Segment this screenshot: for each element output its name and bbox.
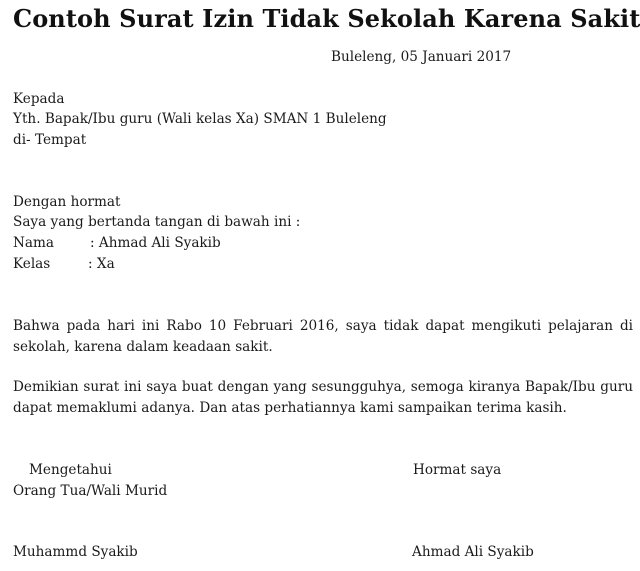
recipient-kepada: Kepada <box>13 91 65 107</box>
signature-left-heading: Mengetahui <box>29 462 112 478</box>
class-label: Kelas <box>13 256 51 272</box>
intro-line: Saya yang bertanda tangan di bawah ini : <box>13 214 301 230</box>
recipient-addressee: Yth. Bapak/Ibu guru (Wali kelas Xa) SMAN 1 Buleleng <box>13 111 387 127</box>
recipient-location: di- Tempat <box>13 132 87 148</box>
class-value: : Xa <box>88 256 115 272</box>
signature-right-heading: Hormat saya <box>413 462 502 478</box>
name-value: : Ahmad Ali Syakib <box>90 235 221 251</box>
signature-right-name: Ahmad Ali Syakib <box>412 544 534 560</box>
greeting: Dengan hormat <box>13 194 121 210</box>
body-paragraph-2: Demikian surat ini saya buat dengan yang sesungguhya, semoga kiranya Bapak/Ibu guru dapat memaklumi adanya. Dan atas perhatiannya kami sampaikan terima kasih. <box>13 379 633 416</box>
signature-left-name: Muhammd Syakib <box>13 544 138 560</box>
letter-title: Contoh Surat Izin Tidak Sekolah Karena Sakit <box>13 4 640 33</box>
body-paragraph-1: Bahwa pada hari ini Rabo 10 Februari 2016, saya tidak dapat mengikuti pelajaran di sekolah, karena dalam keadaan sakit. <box>13 318 633 355</box>
place-date: Buleleng, 05 Januari 2017 <box>331 49 512 65</box>
signature-left-role: Orang Tua/Wali Murid <box>13 483 168 499</box>
name-label: Nama <box>13 235 54 251</box>
